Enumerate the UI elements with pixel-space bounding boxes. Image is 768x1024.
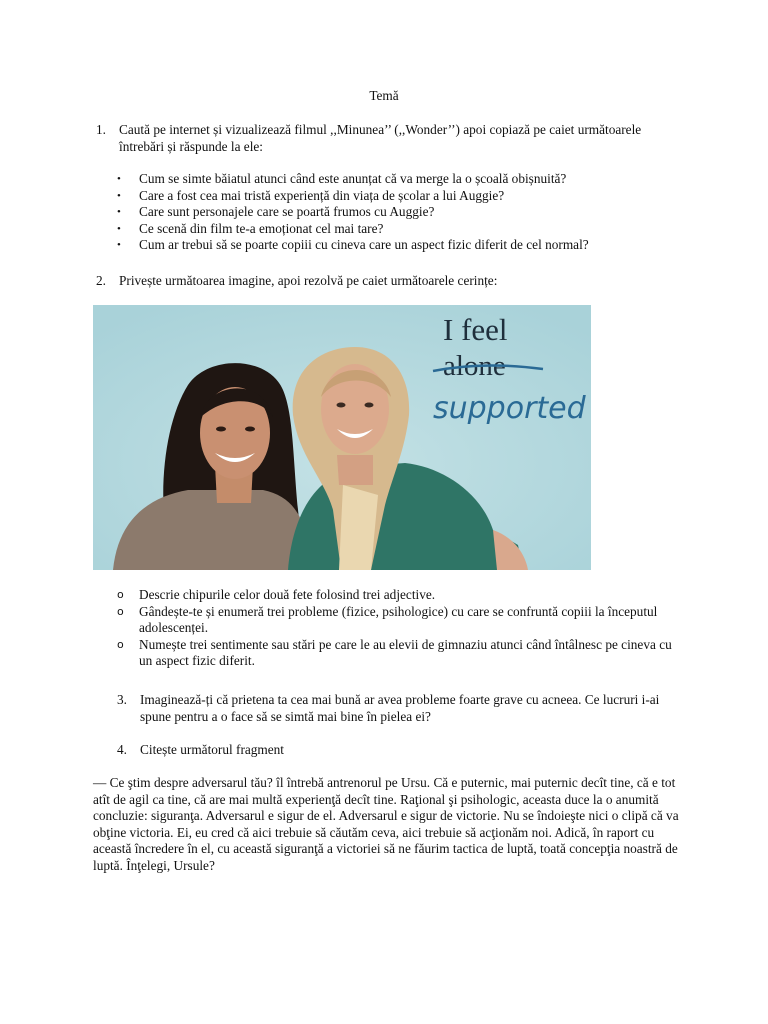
subtask-text: Gândește-te și enumeră trei probleme (fizice, psihologice) cu care se confruntă copiii la începutul adolescenței. [139, 603, 658, 636]
bullet-icon: • [117, 189, 121, 202]
page-title: Temă [369, 88, 399, 103]
task-number: 4. [117, 742, 127, 757]
list-item [117, 637, 677, 670]
list-item [117, 221, 697, 238]
task-number: 1. [96, 122, 106, 137]
task-3 [117, 692, 687, 725]
list-item [117, 237, 697, 254]
headline-line1: I feel [443, 312, 508, 347]
task-text: Imaginează-ți că prietena ta cea mai bună ar avea probleme foarte grave cu acneea. Ce lucruri i-ai spune pentru a o face să se simtă mai bine în pielea ei? [140, 692, 660, 724]
task-number: 3. [117, 692, 127, 707]
question-text: Care sunt personajele care se poartă frumos cu Auggie? [139, 204, 435, 220]
subtask-text: Descrie chipurile celor două fete folosind trei adjective. [139, 587, 436, 602]
task-2 [96, 273, 686, 290]
task-4 [117, 742, 687, 759]
bullet-icon: • [117, 173, 121, 185]
subtask-text: Numește trei sentimente sau stări pe care le au elevii de gimnaziu atunci când întâlnesc pe cineva cu un aspect fizic diferit. [139, 636, 672, 669]
list-item [117, 604, 677, 637]
circle-bullet-icon: o [117, 604, 124, 618]
question-text: Cum se simte băiatul atunci când este anunțat că va merge la o școală obișnuită? [139, 171, 567, 186]
bullet-icon: • [117, 239, 121, 252]
circle-bullet-icon: o [117, 637, 124, 651]
bullet-icon: • [117, 222, 121, 235]
question-list [117, 171, 697, 254]
fragment-paragraph: — Ce ştim despre adversarul tău? îl întrebă antrenorul pe Ursu. Că e puternic, mai puternic decît tine, că e tot atît de agil ca tine, că are mai multă experienţă decît tine. Raţional şi psihologic, aceasta duce la o anumită concluzie: siguranţa. Adversarul e sigur de el. Adversarul e sigur de victorie. Nu se îndoieşte nici o clipă că va obţine victoria. Ei, eu cred că aici trebuie să căutăm ceva, aici trebuie să acţionăm noi. Adică, în raport cu această încredere în el, cu această siguranţă a victoriei să ne făurim tactica de luptă, toată concepţia noastră de luptă. Înţelegi, Ursule? [93, 775, 679, 873]
list-item [117, 587, 677, 604]
task-1 [96, 122, 686, 155]
question-text: Care a fost cea mai tristă experiență din viața de școlar a lui Auggie? [139, 187, 505, 203]
list-item [117, 188, 697, 205]
bullet-icon: • [117, 206, 121, 219]
photo-illustration [93, 305, 591, 570]
headline-line2: alone [443, 350, 506, 382]
task-text: Caută pe internet și vizualizează filmul ,,Minunea’’ (,,Wonder’’) apoi copiază pe caiet următoarele întrebări și răspunde la ele: [119, 122, 642, 154]
question-text: Ce scenă din film te-a emoționat cel mai tare? [139, 220, 384, 236]
subtask-list [117, 587, 677, 670]
list-item [117, 171, 697, 188]
circle-bullet-icon: o [117, 588, 124, 601]
task-text: Citește următorul fragment [140, 742, 285, 757]
question-text: Cum ar trebui să se poarte copiii cu cineva care un aspect fizic diferit de cel normal? [139, 237, 589, 253]
task-number: 2. [96, 273, 106, 288]
feel-supported-photo [93, 305, 591, 570]
task-text: Privește următoarea imagine, apoi rezolvă pe caiet următoarele cerințe: [119, 273, 498, 288]
headline-line3: supported [433, 391, 586, 426]
list-item [117, 204, 697, 221]
